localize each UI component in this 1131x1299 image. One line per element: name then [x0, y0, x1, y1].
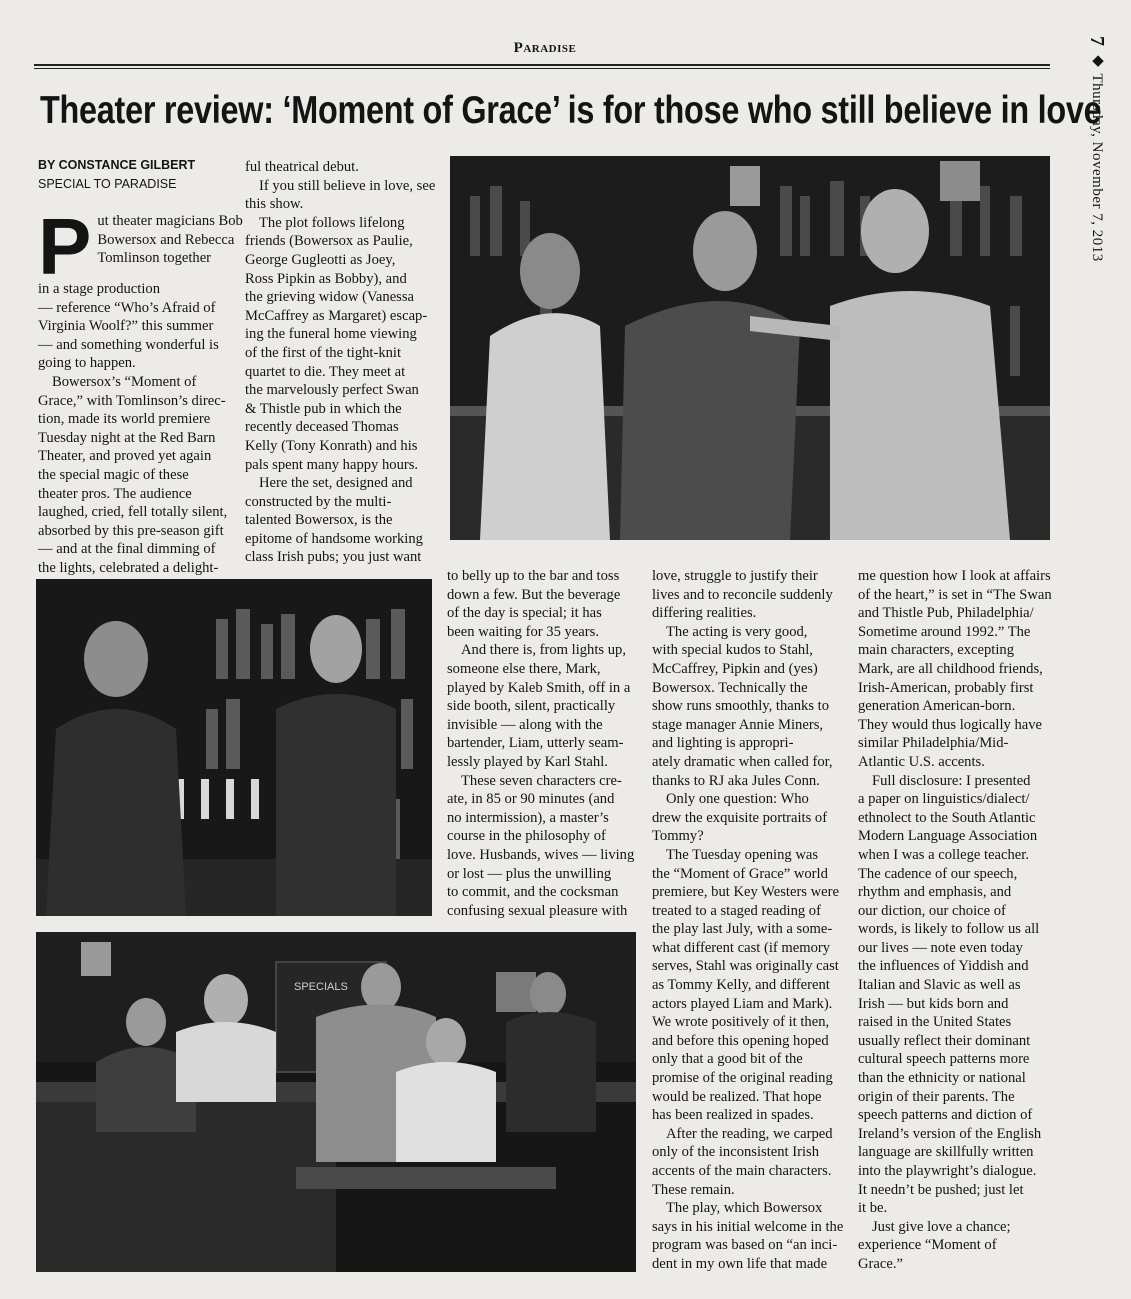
- section-name: Paradise: [513, 40, 577, 56]
- page-number: 7: [1086, 36, 1108, 47]
- byline: [38, 156, 195, 194]
- headline: Theater review: ‘Moment of Grace’ is for those who still believe in love: [40, 89, 1102, 132]
- photo-specials-board: SPECIALS: [294, 981, 348, 993]
- photo-three-men-at-bar: [450, 156, 1050, 540]
- drop-cap: P: [38, 202, 92, 291]
- article-column-4: love, struggle to justify their lives and to reconcile suddenly differing realities. The acting is very good, with special kudos to Stahl, McCaffrey, Pipkin and (yes) Bowersox. Technically the show runs smoothly, thanks to stage manager Annie Miners, and lighting is appropri- ately dramatic when called for, thanks to RJ aka Jules Conn. Only one question: Who drew the exquisite portraits of Tommy? The Tuesday opening was the “Moment of Grace” world premiere, but Key Westers were treated to a staged reading of the play last July, with a some- what different cast (if memory serves, Stahl was originally cast as Tommy Kelly, and different actors played Liam and Mark). We wrote positively of it then, and before this opening hoped only that a good bit of the promise of the original reading would be realized. That hope has been realized in spades. After the reading, we carped only of the inconsistent Irish accents of the main characters. These remain. The play, which Bowersox says in his initial welcome in the program was based on “an inci- dent in my own life that made: [652, 568, 844, 1272]
- article-column-5: me question how I look at affairs of the heart,” is set in “The Swan and Thistle Pub, Philadelphia/ Sometime around 1992.” The main characters, excepting Mark, are all childhood friends, Irish-American, probably first generation American-born. They would thus logically have similar Philadelphia/Mid- Atlantic U.S. accents. Full disclosure: I presented a paper on linguistics/dialect/ ethnolect to the South Atlantic Modern Language Association when I was a college teacher. The cadence of our speech, rhythm and emphasis, and our diction, our choice of words, is likely to follow us all our lives — note even today the influences of Yiddish and Italian and Slavic as well as Irish — but kids born and raised in the United States usually reflect their dominant cultural speech patterns more than the ethnicity or national origin of their parents. The speech patterns and diction of Ireland’s version of the English language are skillfully written into the playwright’s dialogue. It needn’t be pushed; just let it be. Just give love a chance; experience “Moment of Grace.”: [858, 568, 1052, 1272]
- article-column-3: to belly up to the bar and toss down a few. But the beverage of the day is special; it has been waiting for 35 years. And there is, from lights up, someone else there, Mark, played by Kaleb Smith, off in a side booth, silent, practically invisible — along with the bartender, Liam, utterly seam- lessly played by Karl Stahl. These seven characters cre- ate, in 85 or 90 minutes (and no intermission), a master’s course in the philosophy of love. Husbands, wives — living or lost — plus the unwilling to commit, and the cocksman confusing sexual pleasure with: [447, 568, 635, 919]
- byline-role: SPECIAL TO PARADISE: [38, 177, 177, 191]
- photo-men-toasting: [36, 932, 636, 1272]
- article-column-2: ful theatrical debut. If you still believe in love, see this show. The plot follows lifelong friends (Bowersox as Paulie, George Gugleotti as Joey, Ross Pipkin as Bobby), and the grieving widow (Vanessa McCaffrey as Margaret) escap- ing the funeral home viewing of the first of the tight-knit quartet to die. They meet at the marvelously perfect Swan & Thistle pub in which the recently deceased Thomas Kelly (Tony Konrath) and his pals spent many happy hours. Here the set, designed and constructed by the multi- talented Bowersox, is the epitome of handsome working class Irish pubs; you just want: [245, 159, 436, 566]
- photo-woman-and-man-talking: [36, 579, 432, 916]
- top-rule-thin: [34, 68, 1050, 69]
- page-separator: ◆: [1089, 50, 1105, 70]
- article-column-1: P ut theater magicians Bob Bowersox and Rebecca Tomlinson together in a stage production — reference “Who’s Afraid of Virginia Woolf?” this summer — and something wonderful is going to happen. Bowersox’s “Moment of Grace,” with Tomlinson’s direc- tion, made its world premiere Tuesday night at the Red Barn Theater, and proved yet again the special magic of these theater pros. The audience laughed, cried, fell totally silent, absorbed by this pre-season gift — and at the final dimming of the lights, celebrated a delight-: [38, 202, 243, 576]
- byline-author: BY CONSTANCE GILBERT: [38, 158, 196, 172]
- top-rule: [34, 64, 1050, 66]
- issue-date: Thursday, November 7, 2013: [1089, 73, 1105, 262]
